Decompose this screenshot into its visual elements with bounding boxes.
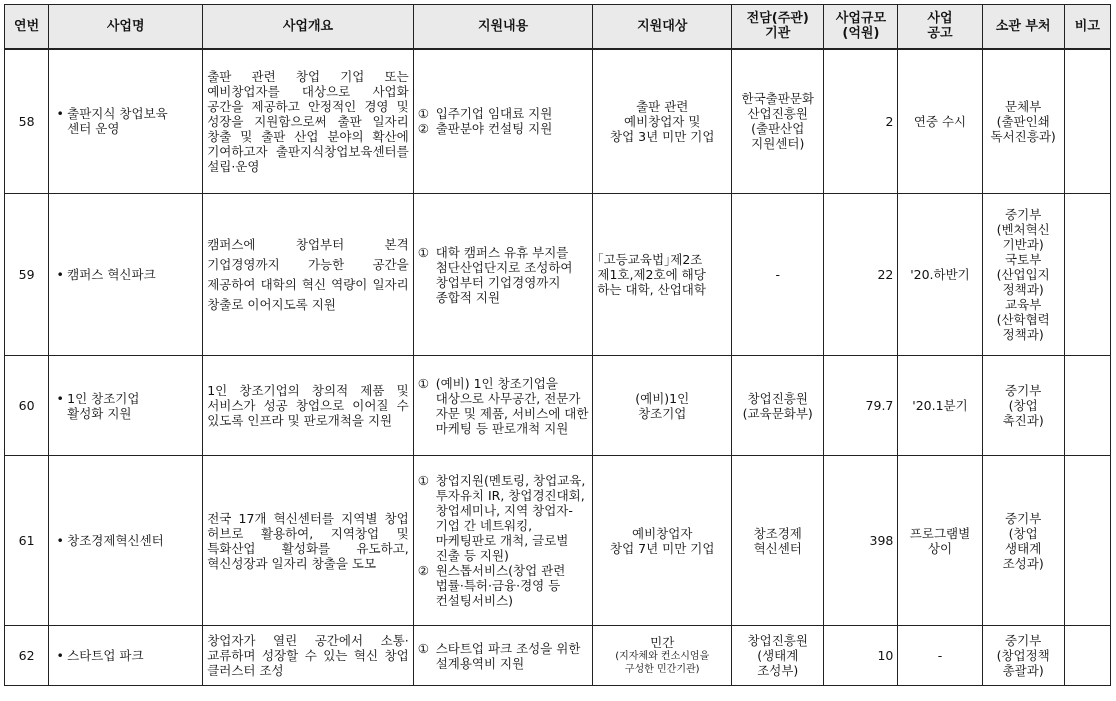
ministry: 중기부 (창업 생태계 조성과) [982, 456, 1064, 626]
program-table [4, 4, 1111, 686]
support-marker: ① [417, 473, 429, 488]
header-cell-agency: 전담(주관) 기관 [732, 5, 824, 49]
remark [1064, 626, 1110, 686]
support-text: 원스톱서비스(창업 관련 법률·특허·금융·경영 등 컨설팅서비스) [435, 563, 566, 608]
program-summary: 전국 17개 혁신센터를 지역별 창업 허브로 활용하여, 지역창업 및 특화산업 활성화를 유도하고, 혁신성장과 일자리 창출을 도모 [203, 456, 414, 626]
support-content [413, 49, 593, 194]
program-name: 창조경제혁신센터 [67, 533, 164, 548]
support-content [413, 626, 593, 686]
program-summary: 출판 관련 창업 기업 또는 예비창업자를 대상으로 사업화 공간을 제공하고 안정적인 경영 및 성장을 지원함으로써 출판 일자리 창출 및 출판 산업 분야의 확산에 기여하고자 출판지식창업보육센터를 설립·운영 [203, 49, 414, 194]
header-cell-scale: 사업규모 (억원) [824, 5, 898, 49]
row-number: 62 [5, 626, 49, 686]
program-summary: 캠퍼스에 창업부터 본격 기업경영까지 가능한 공간을 제공하여 대학의 혁신 역량이 일자리 창출로 이어지도록 지원 [203, 194, 414, 356]
program-name-cell [49, 49, 203, 194]
support-marker: ① [417, 640, 429, 656]
managing-agency: 창업진흥원 (교육문화부) [732, 356, 824, 456]
bullet-mark: • [56, 390, 64, 406]
header-cell-remark: 비고 [1064, 5, 1110, 49]
support-target-note: (지자체와 컨소시엄을 구성한 민간기관) [615, 651, 710, 675]
support-item [418, 473, 589, 563]
header-cell-support: 지원내용 [413, 5, 593, 49]
bullet-mark: • [56, 106, 64, 122]
row-number: 60 [5, 356, 49, 456]
remark [1064, 194, 1110, 356]
support-target-cell [593, 626, 732, 686]
ministry: 중기부 (창업정책 총괄과) [982, 626, 1064, 686]
bullet-mark: • [56, 533, 64, 548]
program-name-cell [49, 194, 203, 356]
program-summary: 창업자가 열린 공간에서 소통·교류하며 성장할 수 있는 혁신 창업 클러스터 조성 [203, 626, 414, 686]
managing-agency: 창조경제 혁신센터 [732, 456, 824, 626]
program-name: 1인 창조기업 활성화 지원 [67, 390, 140, 421]
header-cell-ministry: 소관 부처 [982, 5, 1064, 49]
remark [1064, 356, 1110, 456]
program-scale: 10 [824, 626, 898, 686]
support-marker: ① [417, 244, 429, 260]
ministry: 중기부 (창업 촉진과) [982, 356, 1064, 456]
support-text: 입주기업 임대료 지원 [435, 106, 553, 122]
support-text: 출판분야 컨설팅 지원 [435, 121, 553, 137]
support-target: 민간 [650, 635, 675, 650]
support-content [413, 194, 593, 356]
support-item [418, 245, 589, 305]
row-number: 61 [5, 456, 49, 626]
program-notice: '20.1분기 [898, 356, 982, 456]
support-marker: ② [417, 121, 429, 137]
program-name: 스타트업 파크 [67, 648, 144, 663]
managing-agency: 창업진흥원 (생태계 조성부) [732, 626, 824, 686]
program-scale: 2 [824, 49, 898, 194]
bullet-mark: • [56, 648, 64, 663]
program-name-cell [49, 356, 203, 456]
support-text: 스타트업 파크 조성을 위한 설계용역비 지원 [435, 640, 581, 671]
support-item [418, 563, 589, 608]
managing-agency: - [732, 194, 824, 356]
header-cell-summary: 사업개요 [203, 5, 414, 49]
support-marker: ① [417, 375, 429, 391]
support-target: 출판 관련 예비창업자 및 창업 3년 미만 기업 [593, 49, 732, 194]
support-marker: ① [417, 106, 429, 122]
support-item [418, 641, 589, 671]
support-target: 예비창업자 창업 7년 미만 기업 [593, 456, 732, 626]
row-number: 59 [5, 194, 49, 356]
ministry: 중기부 (벤처혁신 기반과) 국토부 (산업입지 정책과) 교육부 (산학협력 정책과) [982, 194, 1064, 356]
program-name-cell [49, 626, 203, 686]
program-notice: 프로그램별 상이 [898, 456, 982, 626]
support-item [418, 376, 589, 436]
program-notice: - [898, 626, 982, 686]
support-content [413, 356, 593, 456]
support-target: ｢고등교육법｣제2조 제1호,제2호에 해당 하는 대학, 산업대학 [593, 194, 732, 356]
support-text: 창업지원(멘토링, 창업교육, 투자유치 IR, 창업경진대회, 창업세미나, 지역 창업자-기업 간 네트워킹, 마케팅판로 개척, 글로벌 진출 등 지원) [435, 473, 586, 563]
program-scale: 79.7 [824, 356, 898, 456]
remark [1064, 49, 1110, 194]
program-name: 캠퍼스 혁신파크 [67, 267, 156, 282]
remark [1064, 456, 1110, 626]
table-row [5, 456, 1111, 626]
support-target: (예비)1인 창조기업 [593, 356, 732, 456]
program-scale: 398 [824, 456, 898, 626]
table-row [5, 194, 1111, 356]
support-item [418, 106, 589, 121]
support-item [418, 121, 589, 136]
table-row [5, 49, 1111, 194]
program-notice: '20.하반기 [898, 194, 982, 356]
header-cell-no: 연번 [5, 5, 49, 49]
header-cell-name: 사업명 [49, 5, 203, 49]
program-summary: 1인 창조기업의 창의적 제품 및 서비스가 성공 창업으로 이어질 수 있도록 인프라 및 판로개척을 지원 [203, 356, 414, 456]
table-row [5, 626, 1111, 686]
bullet-mark: • [56, 267, 64, 282]
ministry: 문체부 (출판인쇄 독서진흥과) [982, 49, 1064, 194]
support-text: (예비) 1인 창조기업을 대상으로 사무공간, 전문가 자문 및 제품, 서비스에 대한 마케팅 등 판로개척 지원 [435, 375, 589, 436]
header-cell-notice: 사업 공고 [898, 5, 982, 49]
support-content [413, 456, 593, 626]
row-number: 58 [5, 49, 49, 194]
program-name-cell [49, 456, 203, 626]
managing-agency: 한국출판문화 산업진흥원 (출판산업 지원센터) [732, 49, 824, 194]
header-cell-target: 지원대상 [593, 5, 732, 49]
program-notice: 연중 수시 [898, 49, 982, 194]
program-name: 출판지식 창업보육 센터 운영 [67, 106, 168, 137]
table-row [5, 356, 1111, 456]
support-marker: ② [417, 563, 429, 578]
header-row [5, 5, 1111, 49]
support-text: 대학 캠퍼스 유휴 부지를 첨단산업단지로 조성하여 창업부터 기업경영까지 종합적 지원 [435, 244, 573, 305]
program-scale: 22 [824, 194, 898, 356]
